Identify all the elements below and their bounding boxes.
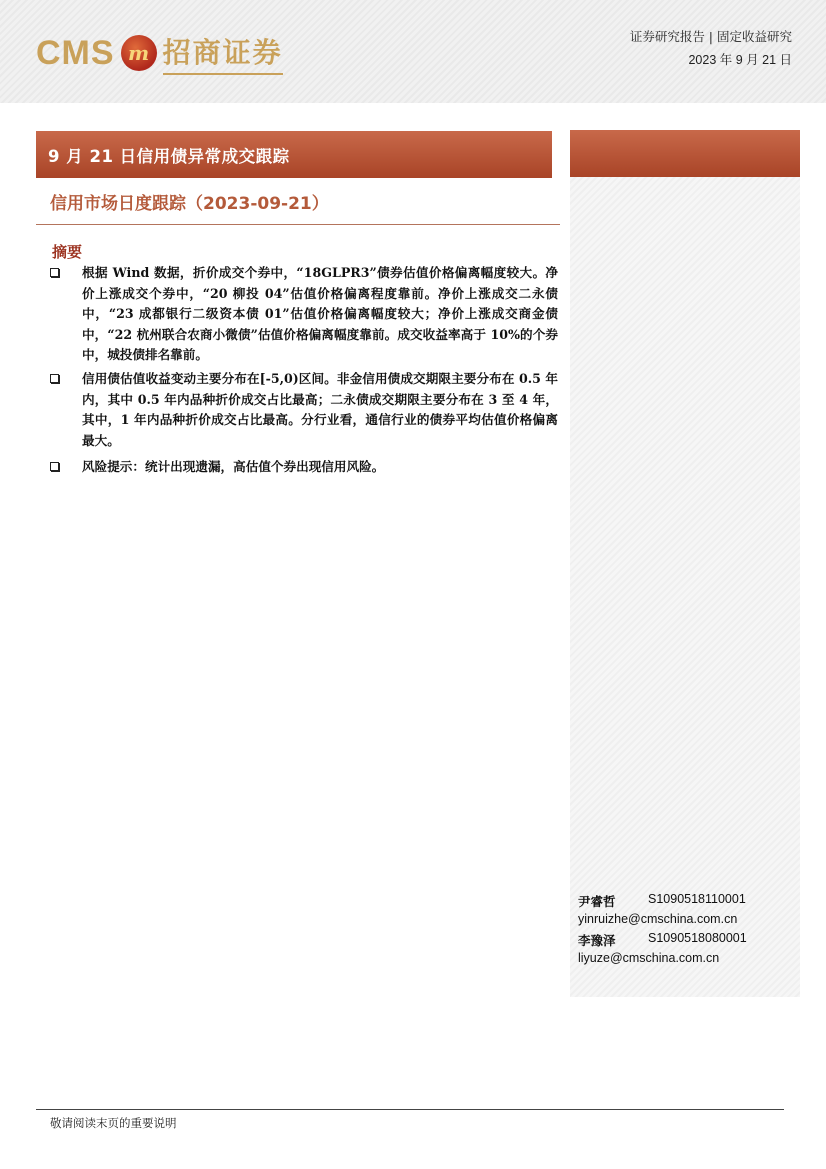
logo-emblem-text: m: [127, 41, 150, 65]
logo-latin-text: CMS: [36, 34, 115, 72]
sidebar-panel: [570, 177, 800, 997]
analyst-license-id: S1090518080001: [648, 931, 747, 945]
report-type: 证券研究报告 | 固定收益研究: [629, 29, 792, 44]
analyst-email[interactable]: yinruizhe@cmschina.com.cn: [578, 912, 738, 926]
checkbox-bullet-icon: [50, 462, 59, 471]
abstract-bullet-text: 根据 Wind 数据，折价成交个券中，“18GLPR3”债券估值价格偏离幅度较大。净价上涨成交个券中，“20 柳投 04”估值价格偏离程度靠前。净价上涨成交二永债中，“23 成都银行二级资本债 01”估值价格偏离幅度较大；净价上涨成交商金债中，“22 杭州联合农商小微债”估值价格偏离幅度靠前。成交收益率高于 10%的个券中，城投债排名靠前。: [82, 265, 558, 362]
analyst-entry: [578, 892, 746, 910]
analyst-name: 李豫泽: [578, 933, 616, 948]
abstract-bullet-text: 风险提示：统计出现遗漏，高估值个券出现信用风险。: [82, 459, 385, 474]
subtitle-divider: [36, 224, 560, 225]
checkbox-bullet-icon: [50, 268, 59, 277]
company-logo: [36, 28, 283, 78]
abstract-heading: 摘要: [52, 243, 83, 261]
logo-chinese-text: 招商证券: [163, 31, 283, 75]
analyst-name: 尹睿哲: [578, 894, 616, 909]
report-date: 2023 年 9 月 21 日: [688, 53, 792, 67]
report-title: 9 月 21 日信用债异常成交跟踪: [48, 147, 290, 166]
title-bar: [36, 131, 552, 178]
analyst-entry: [578, 931, 747, 949]
footer-divider: [36, 1109, 784, 1110]
analyst-license-id: S1090518110001: [648, 892, 746, 906]
analyst-email[interactable]: liyuze@cmschina.com.cn: [578, 951, 720, 965]
abstract-bullet-text: 信用债估值收益变动主要分布在[-5,0)区间。非金信用债成交期限主要分布在 0.5 年内，其中 0.5 年内品种折价成交占比最高；二永债成交期限主要分布在 3 至 4 年，其中，1 年内品种折价成交占比最高。分行业看，通信行业的债券平均估值价格偏离最大。: [82, 371, 558, 448]
sidebar-header-bar: [570, 130, 800, 177]
checkbox-bullet-icon: [50, 374, 59, 383]
report-subtitle: 信用市场日度跟踪（2023-09-21）: [50, 194, 329, 214]
footer-disclaimer: 敬请阅读末页的重要说明: [50, 1116, 177, 1130]
logo-emblem-icon: [121, 35, 157, 71]
